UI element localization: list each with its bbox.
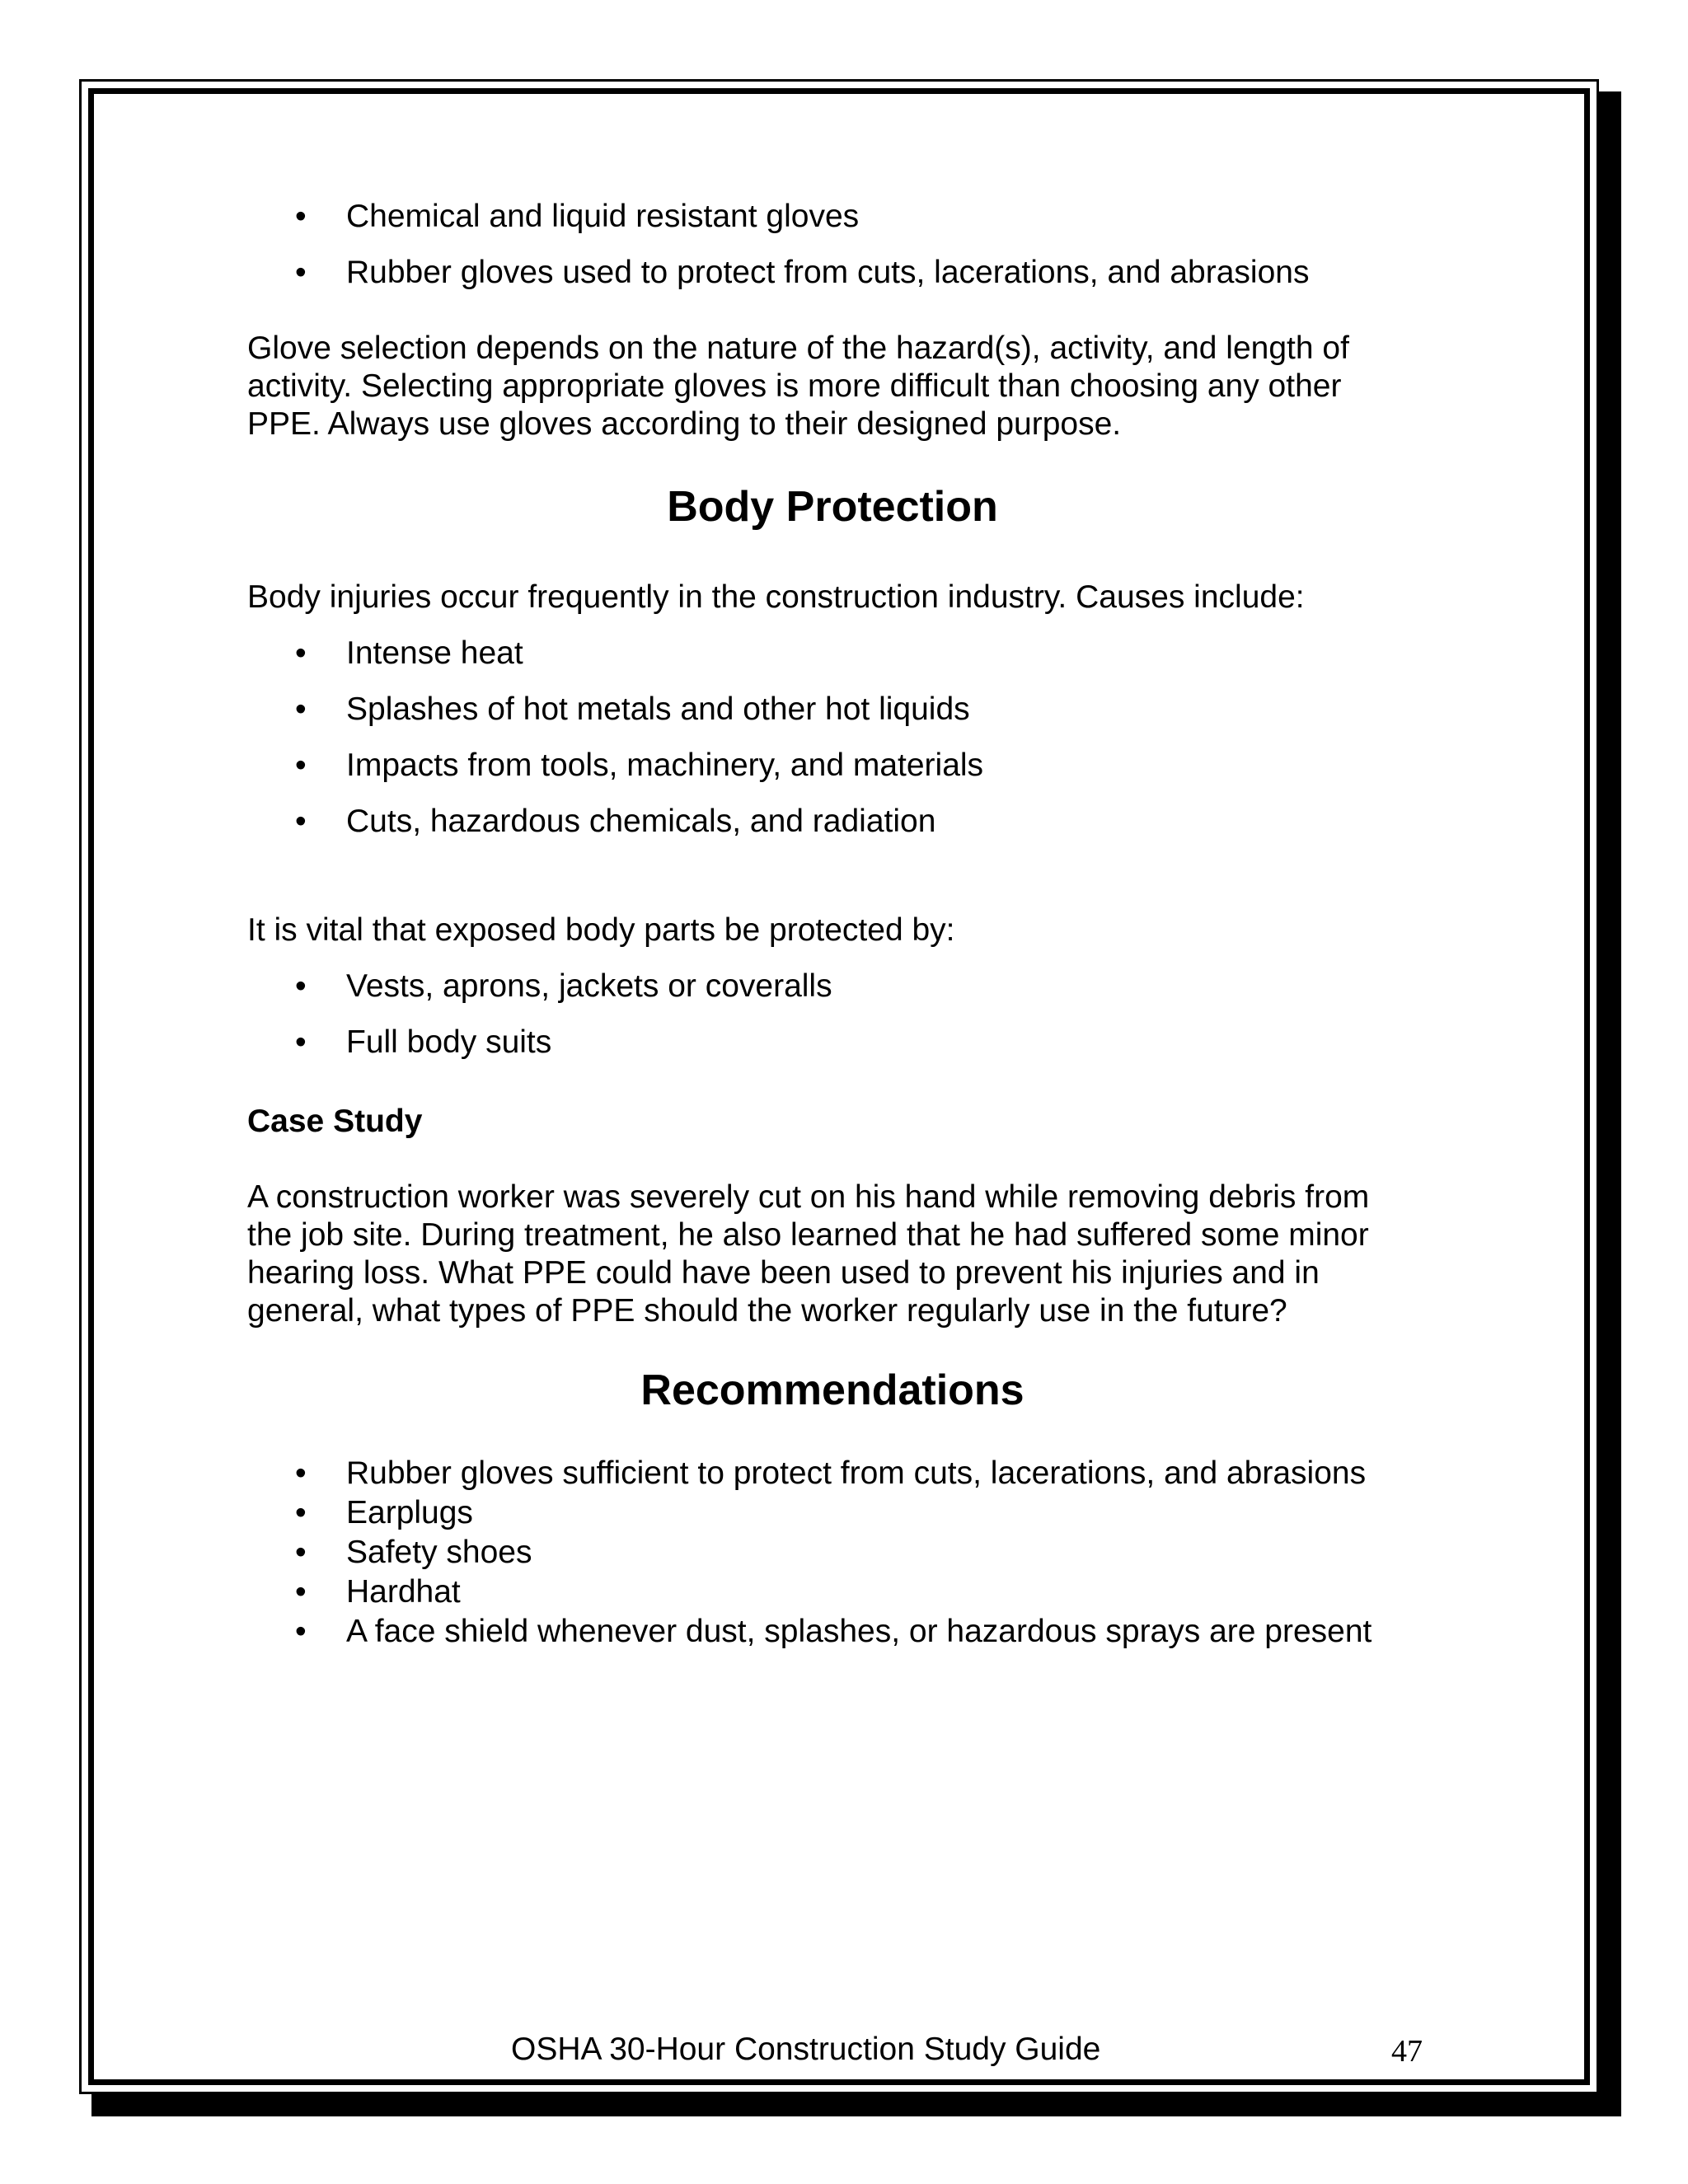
- list-item: • Earplugs: [247, 1494, 1418, 1532]
- body-injuries-intro: Body injuries occur frequently in the construction industry. Causes include:: [247, 579, 1305, 615]
- paragraph-line: the job site. During treatment, he also learned that he had suffered some minor: [247, 1217, 1369, 1253]
- glove-selection-paragraph: [247, 330, 1418, 443]
- page-number: 47: [1391, 2034, 1423, 2069]
- footer-title: OSHA 30-Hour Construction Study Guide: [511, 2032, 1101, 2067]
- glove-types-list: [247, 198, 1418, 310]
- list-item: • Rubber gloves sufficient to protect from cuts, lacerations, and abrasions: [247, 1455, 1418, 1493]
- list-item: • Impacts from tools, machinery, and materials: [247, 747, 1418, 785]
- case-study-paragraph: [247, 1179, 1418, 1330]
- section-heading-recommendations: Recommendations: [640, 1366, 1025, 1414]
- list-item: • Chemical and liquid resistant gloves: [247, 198, 1418, 236]
- list-item: • Hardhat: [247, 1573, 1418, 1611]
- list-item: • Splashes of hot metals and other hot liquids: [247, 691, 1418, 729]
- paragraph-line: hearing loss. What PPE could have been used to prevent his injuries and in: [247, 1255, 1320, 1291]
- list-item: • Cuts, hazardous chemicals, and radiation: [247, 803, 1418, 841]
- protection-list: [247, 968, 1418, 1080]
- paragraph-line: general, what types of PPE should the worker regularly use in the future?: [247, 1293, 1287, 1329]
- recommendations-list: [247, 1455, 1418, 1652]
- paragraph-line: activity. Selecting appropriate gloves is more difficult than choosing any other: [247, 368, 1342, 404]
- list-item: • A face shield whenever dust, splashes, or hazardous sprays are present: [247, 1613, 1418, 1651]
- paragraph-line: PPE. Always use gloves according to their designed purpose.: [247, 406, 1122, 442]
- paragraph-line: Glove selection depends on the nature of the hazard(s), activity, and length of: [247, 330, 1349, 366]
- list-item: • Vests, aprons, jackets or coveralls: [247, 968, 1418, 1005]
- list-item: • Full body suits: [247, 1024, 1418, 1062]
- list-item: • Intense heat: [247, 635, 1418, 673]
- case-study-heading: Case Study: [247, 1104, 423, 1139]
- injury-causes-list: [247, 635, 1418, 859]
- section-heading-body-protection: Body Protection: [667, 483, 998, 531]
- paragraph-line: A construction worker was severely cut on his hand while removing debris from: [247, 1179, 1370, 1215]
- list-item: • Safety shoes: [247, 1534, 1418, 1572]
- protection-intro: It is vital that exposed body parts be protected by:: [247, 912, 955, 948]
- list-item: • Rubber gloves used to protect from cuts, lacerations, and abrasions: [247, 254, 1418, 292]
